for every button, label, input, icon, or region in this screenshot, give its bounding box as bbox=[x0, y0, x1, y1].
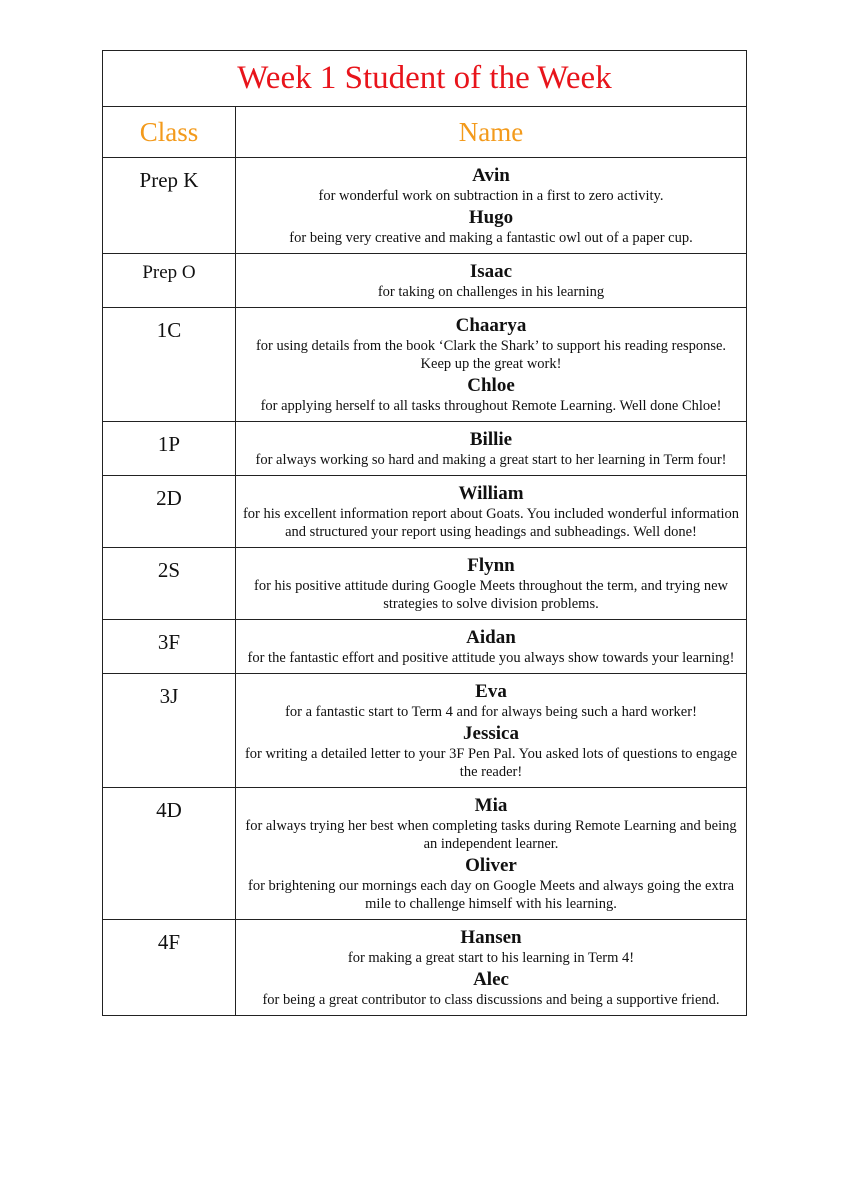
award-entry bbox=[242, 207, 740, 247]
class-label: 3J bbox=[159, 684, 179, 708]
names-cell bbox=[236, 422, 746, 476]
names-cell bbox=[236, 920, 746, 1015]
award-entry bbox=[242, 969, 740, 1009]
class-cell bbox=[103, 308, 236, 422]
award-entry bbox=[242, 723, 740, 781]
student-name: Aidan bbox=[466, 627, 516, 648]
student-name: Avin bbox=[472, 165, 510, 186]
class-label: Prep K bbox=[139, 168, 199, 192]
award-entry bbox=[242, 555, 740, 613]
award-reason: for a fantastic start to Term 4 and for always being such a hard worker! bbox=[285, 704, 697, 720]
award-reason: for making a great start to his learning in Term 4! bbox=[347, 950, 635, 966]
award-reason: for writing a detailed letter to your 3F Pen Pal. You asked lots of questions to engage the reader! bbox=[244, 746, 738, 780]
page-title: Week 1 Student of the Week bbox=[237, 60, 612, 96]
award-reason: for his excellent information report about Goats. You included wonderful information and structured your report using headings and subheadings. Well done! bbox=[242, 506, 740, 540]
award-reason: for applying herself to all tasks throughout Remote Learning. Well done Chloe! bbox=[260, 398, 722, 414]
class-cell bbox=[103, 920, 236, 1015]
class-cell bbox=[103, 620, 236, 674]
award-entry bbox=[242, 795, 740, 853]
class-label: 4F bbox=[157, 930, 181, 954]
names-cell bbox=[236, 308, 746, 422]
award-entry bbox=[242, 483, 740, 541]
class-cell bbox=[103, 254, 236, 308]
class-label: 4D bbox=[156, 798, 182, 822]
class-cell bbox=[103, 158, 236, 254]
award-entry bbox=[242, 855, 740, 913]
student-name: Alec bbox=[473, 969, 509, 990]
award-entry bbox=[242, 681, 740, 721]
award-reason: for taking on challenges in his learning bbox=[377, 284, 605, 300]
award-reason: for brightening our mornings each day on Google Meets and always going the extra mile to challenge himself with his learning. bbox=[247, 878, 735, 912]
award-entry bbox=[242, 627, 740, 667]
student-name: Chaarya bbox=[455, 315, 527, 336]
class-label: 2S bbox=[157, 558, 181, 582]
award-entry bbox=[242, 429, 740, 469]
class-cell bbox=[103, 548, 236, 620]
class-cell bbox=[103, 476, 236, 548]
names-cell bbox=[236, 476, 746, 548]
student-name: Hansen bbox=[460, 927, 522, 948]
award-reason: for always working so hard and making a great start to her learning in Term four! bbox=[255, 452, 727, 468]
student-name: Billie bbox=[469, 429, 513, 450]
award-entry bbox=[242, 165, 740, 205]
award-reason: for the fantastic effort and positive attitude you always show towards your learning! bbox=[247, 650, 735, 666]
award-reason: for his positive attitude during Google Meets throughout the term, and trying new strategies to solve division problems. bbox=[254, 578, 728, 612]
award-reason: for wonderful work on subtraction in a first to zero activity. bbox=[318, 188, 664, 204]
award-reason: for using details from the book ‘Clark the Shark’ to support his reading response. Keep up the great work! bbox=[255, 338, 727, 372]
names-cell bbox=[236, 254, 746, 308]
award-reason: for being a great contributor to class discussions and being a supportive friend. bbox=[262, 992, 720, 1008]
class-label: 1C bbox=[156, 318, 182, 342]
names-cell bbox=[236, 674, 746, 788]
title-row bbox=[103, 51, 746, 107]
names-cell bbox=[236, 548, 746, 620]
student-name: Hugo bbox=[468, 207, 514, 228]
names-cell bbox=[236, 620, 746, 674]
student-name: Flynn bbox=[467, 555, 515, 576]
award-entry bbox=[242, 927, 740, 967]
student-name: Chloe bbox=[467, 375, 515, 396]
class-label: Prep O bbox=[142, 262, 196, 283]
names-cell bbox=[236, 158, 746, 254]
student-name: Oliver bbox=[465, 855, 517, 876]
names-cell bbox=[236, 788, 746, 920]
award-reason: for always trying her best when completing tasks during Remote Learning and being an independent learner. bbox=[245, 818, 737, 852]
award-entry bbox=[242, 315, 740, 373]
class-label: 2D bbox=[156, 486, 182, 510]
class-cell bbox=[103, 674, 236, 788]
class-cell bbox=[103, 422, 236, 476]
student-name: Eva bbox=[475, 681, 507, 702]
class-label: 1P bbox=[157, 432, 181, 456]
award-reason: for being very creative and making a fantastic owl out of a paper cup. bbox=[289, 230, 693, 246]
student-name: Mia bbox=[474, 795, 508, 816]
student-name: Jessica bbox=[463, 723, 519, 744]
class-column-header: Class bbox=[103, 107, 236, 158]
awards-table bbox=[102, 50, 747, 1016]
award-entry bbox=[242, 375, 740, 415]
student-name: Isaac bbox=[469, 261, 513, 282]
award-entry bbox=[242, 261, 740, 301]
student-name: William bbox=[458, 483, 524, 504]
class-label: 3F bbox=[157, 630, 181, 654]
name-column-header: Name bbox=[236, 107, 746, 158]
class-cell bbox=[103, 788, 236, 920]
awards-grid bbox=[103, 107, 746, 1015]
